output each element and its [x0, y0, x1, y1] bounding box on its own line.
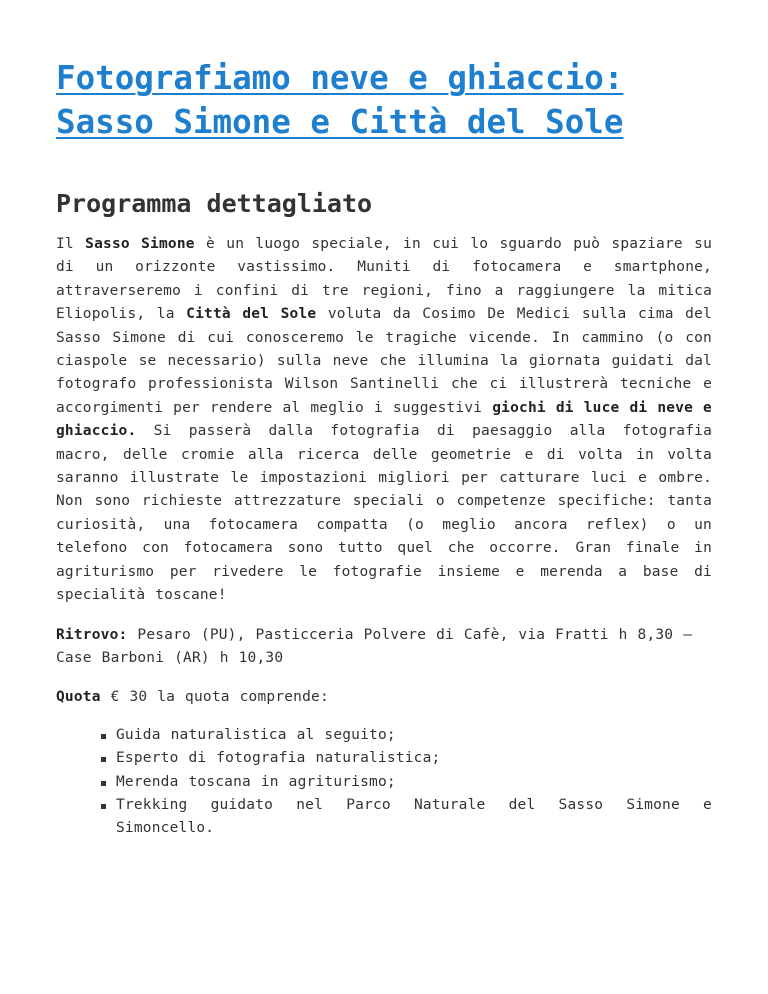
list-item: [100, 794, 712, 841]
list-item: [100, 747, 712, 770]
bullet-icon: [101, 804, 106, 809]
list-item-text: Trekking guidato nel Parco Naturale del Sasso Simone e Simoncello.: [116, 796, 712, 837]
article-title-link[interactable]: Fotografiamo neve e ghiaccio: Sasso Simone e Città del Sole: [56, 59, 624, 141]
list-item-text: Merenda toscana in agriturismo;: [116, 773, 396, 790]
intro-bold-citta-del-sole: Città del Sole: [186, 306, 317, 323]
intro-paragraph: [56, 233, 712, 608]
intro-bold-sasso-simone: Sasso Simone: [85, 236, 195, 252]
includes-list: [56, 724, 712, 841]
section-heading: Programma dettagliato: [56, 189, 373, 218]
price-paragraph: [56, 686, 712, 709]
meeting-label: Ritrovo:: [56, 626, 128, 643]
intro-text-4: Si passerà dalla fotografia di paesaggio alla fotografia macro, delle cromie alla ricerca delle geometrie e di volta in volta saranno illustrate le impostazioni migliori per catturare luci e ombre. Non sono richieste attrezzature speciali o competenze specifiche: tanta curiosità, una fotocamera compatta (o meglio ancora reflex) o un telefono con fotocamera sono tutto quel che occorre. Gran finale in agriturismo per rivedere le fotografie insieme e merenda a base di specialità toscane!: [56, 423, 712, 604]
bullet-icon: [101, 781, 106, 786]
intro-bold-giochi-di-luce: giochi di luce di neve e ghiaccio.: [56, 399, 712, 440]
list-item: [100, 724, 712, 747]
article: [56, 56, 712, 841]
bullet-icon: [101, 734, 106, 739]
intro-text-2: è un luogo speciale, in cui lo sguardo può spaziare su di un orizzonte vastissimo. Muniti di fotocamera e smartphone, attraverseremo i confini di tre regioni, fino a raggiungere la mitica Eliopolis, la: [56, 236, 712, 323]
bullet-icon: [101, 757, 106, 762]
list-item-text: Esperto di fotografia naturalistica;: [116, 750, 441, 767]
price-label: Quota: [56, 689, 101, 706]
price-text: € 30 la quota comprende:: [100, 689, 329, 706]
list-item-text: Guida naturalistica al seguito;: [116, 726, 396, 743]
intro-text-1: Il: [56, 236, 86, 252]
meeting-paragraph: [56, 624, 712, 671]
intro-text-3: voluta da Cosimo De Medici sulla cima del Sasso Simone di cui conosceremo le tragiche vicende. In cammino (o con ciaspole se necessario) sulla neve che illumina la giornata guidati dal fotografo professionista Wilson Santinelli che ci illustrerà tecniche e accorgimenti per rendere al meglio i suggestivi: [56, 306, 712, 416]
list-item: [100, 771, 712, 794]
article-title: [56, 56, 712, 144]
meeting-text: Pesaro (PU), Pasticceria Polvere di Cafè, via Fratti h 8,30 – Case Barboni (AR) h 10,30: [56, 626, 693, 666]
